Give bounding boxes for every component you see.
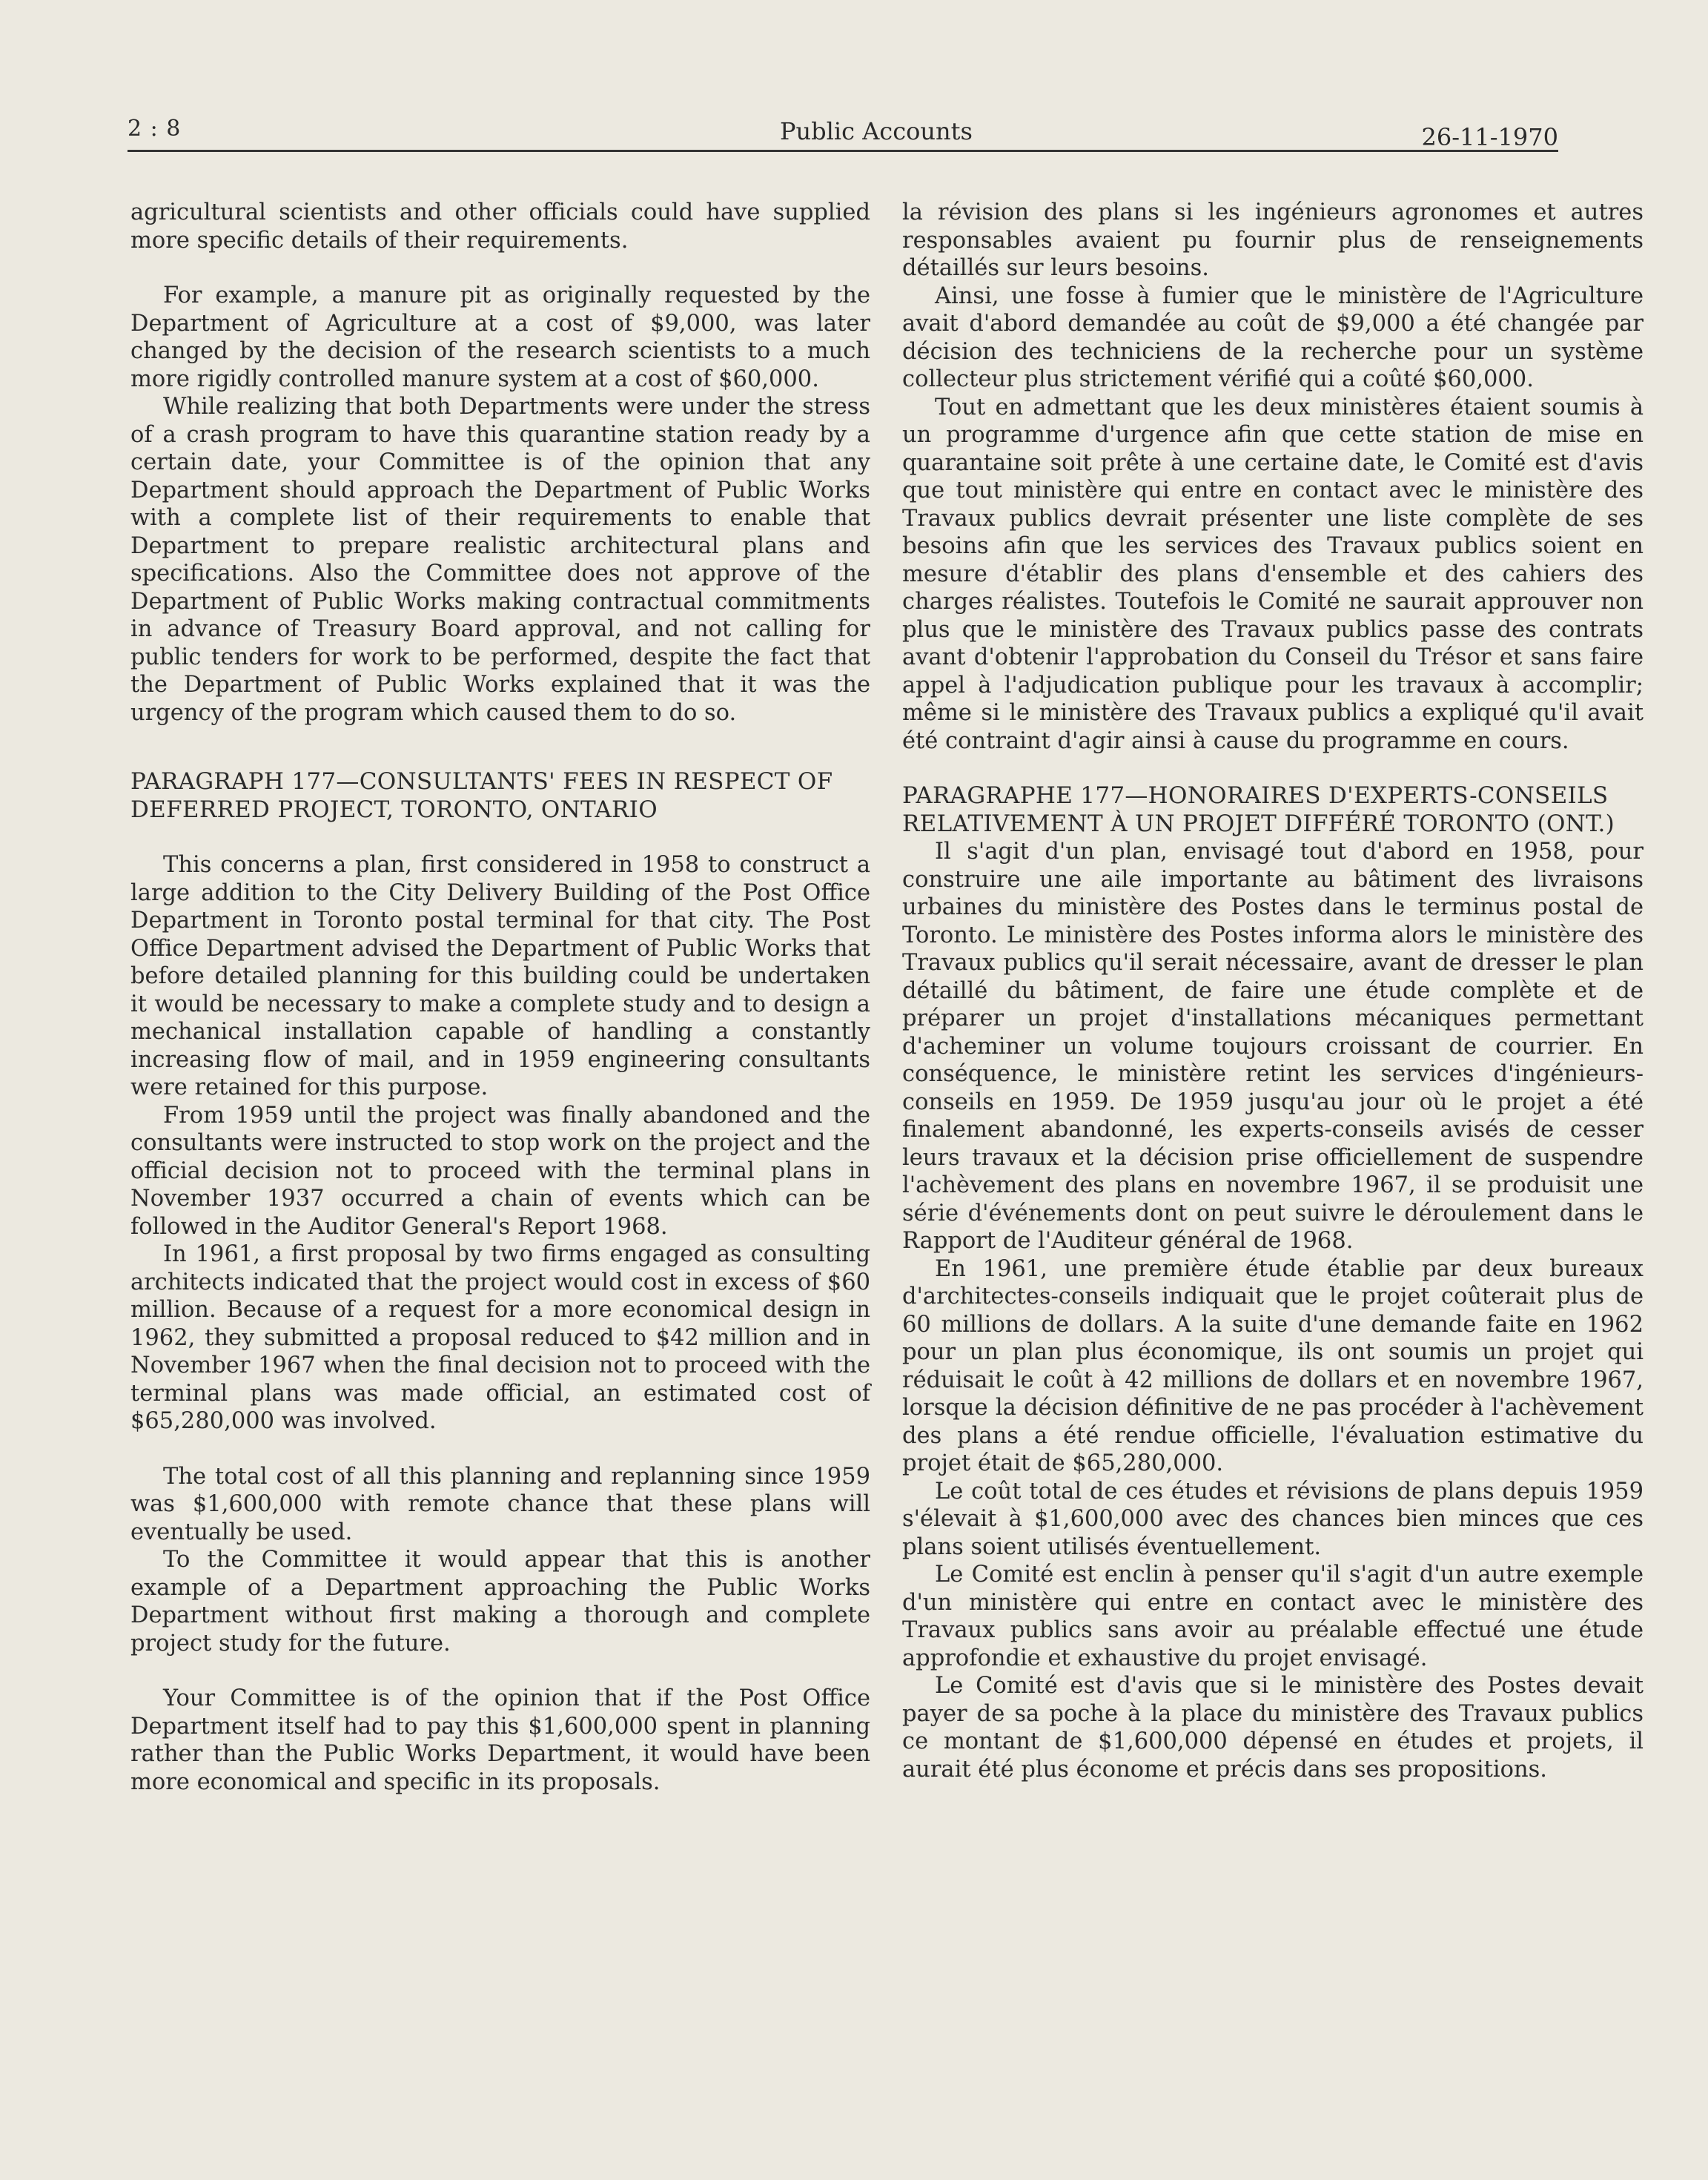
paragraph-concerns: This concerns a plan, first considered in 1958 to construct a large addition to the City Delivery Building of the Post Office Department in Toronto postal terminal for that city. The Post Office Department advised the Department of Public Works that before detailed planning for this building could be undertaken it would be necessary to make a complete study and to design a mechanical installation capable of handling a constantly increasing flow of mail, and in 1959 engineering consultants were retained for this purpose. bbox=[130, 852, 870, 1100]
running-title: Public Accounts bbox=[780, 117, 973, 145]
french-column bbox=[902, 199, 1644, 1783]
paragraph-committee: To the Committee it would appear that this is another example of a Department approaching the Public Works Department without first making a thorough and complete project study for the future. bbox=[130, 1547, 870, 1657]
paragraph-1961-fr: En 1961, une première étude établie par deux bureaux d'architectes-conseils indiquait que le projet coûterait plus de 60 millions de dollars. A la suite d'une demande faite en 1962 pour un plan plus économique, ils ont soumis un projet qui réduisait le coût à 42 millions de dollars et en novembre 1967, lorsque la décision définitive de ne pas procéder à l'achèvement des plans a été rendue officielle, l'évaluation estimative du projet était de $65,280,000. bbox=[902, 1255, 1644, 1476]
paragraph-cout-total: Le coût total de ces études et révisions de plans depuis 1959 s'élevait à $1,600,000 avec des chances bien minces que ces plans soient utilisés éventuellement. bbox=[902, 1478, 1644, 1560]
page-number: 2 : 8 bbox=[128, 116, 182, 142]
paragraph-manure: For example, a manure pit as originally requested by the Department of Agriculture at a cost of $9,000, was later changed by the decision of the research scientists to a much more rigidly controlled manure system at a cost of $60,000. bbox=[130, 283, 870, 392]
paragraph-il-sagit: Il s'agit d'un plan, envisagé tout d'abord en 1958, pour construire une aile importante au bâtiment des livraisons urbaines du ministère des Postes dans le terminus postal de Toronto. Le ministère des Postes informa alors le ministère des Travaux publics qu'il serait nécessaire, avant de dresser le plan détaillé du bâtiment, de faire une étude complète et de préparer un projet d'installations mécaniques permettant d'acheminer un volume toujours croissant de courrier. En conséquence, le ministère retint les services d'ingénieurs-conseils en 1959. De 1959 jusqu'au jour où le projet a été finalement abandonné, les experts-conseils avisés de cesser leurs travaux et la décision prise officiellement de suspendre l'achèvement des plans en novembre 1967, il se produisit une série d'événements dont on peut suivre le déroulement dans le Rapport de l'Auditeur général de 1968. bbox=[902, 839, 1644, 1254]
section-heading: PARAGRAPH 177—CONSULTANTS' FEES IN RESPECT OF DEFERRED PROJECT, TORONTO, ONTARIO bbox=[130, 768, 833, 823]
paragraph-ainsi: Ainsi, une fosse à fumier que le ministère de l'Agriculture avait d'abord demandée au coût de $9,000 a été changée par décision des techniciens de la recherche pour un système collecteur plus strictement vérifié qui a coûté $60,000. bbox=[902, 283, 1644, 392]
paragraph-from-1959: From 1959 until the project was finally abandoned and the consultants were instructed to stop work on the project and the official decision not to proceed with the terminal plans in November 1937 occurred a chain of events which can be followed in the Auditor General's Report 1968. bbox=[130, 1102, 870, 1240]
paragraph-opinion: Your Committee is of the opinion that if the Post Office Department itself had to pay this $1,600,000 spent in planning rather than the Public Works Department, it would have been more economical and specific in its proposals. bbox=[130, 1685, 870, 1795]
page-header bbox=[128, 111, 1558, 152]
paragraph-1961: In 1961, a first proposal by two firms engaged as consulting architects indicated that the project would cost in excess of $60 million. Because of a request for a more economical design in 1962, they submitted a proposal reduced to $42 million and in November 1967 when the final decision not to proceed with the terminal plans was made official, an estimated cost of $65,280,000 was involved. bbox=[130, 1241, 870, 1434]
paragraph-while: While realizing that both Departments were under the stress of a crash program to have this quarantine station ready by a certain date, your Committee is of the opinion that any Department should approach the Department of Public Works with a complete list of their requirements to enable that Department to prepare realistic architectural plans and specifications. Also the Committee does not approve of the Department of Public Works making contractual commitments in advance of Treasury Board approval, and not calling for public tenders for work to be performed, despite the fact that the Department of Public Works explained that it was the urgency of the program which caused them to do so. bbox=[130, 394, 870, 726]
english-column bbox=[130, 199, 870, 1796]
paragraph-intro: agricultural scientists and other officials could have supplied more specific details of their requirements. bbox=[130, 199, 870, 254]
section-heading-fr: PARAGRAPHE 177—HONORAIRES D'EXPERTS-CONSEILS RELATIVEMENT À UN PROJET DIFFÉRÉ TORONTO (ONT.) bbox=[902, 782, 1615, 837]
paragraph-avis: Le Comité est d'avis que si le ministère des Postes devait payer de sa poche à la place du ministère des Travaux publics ce montant de $1,600,000 dépensé en études et projets, il aurait été plus économe et précis dans ses propositions. bbox=[902, 1673, 1644, 1783]
paragraph-total-cost: The total cost of all this planning and replanning since 1959 was $1,600,000 with remote chance that these plans will eventually be used. bbox=[130, 1463, 870, 1545]
header-date: 26-11-1970 bbox=[1421, 123, 1558, 151]
paragraph-intro-fr: la révision des plans si les ingénieurs agronomes et autres responsables avaient pu fournir plus de renseignements détaillés sur leurs besoins. bbox=[902, 199, 1644, 281]
paragraph-tout: Tout en admettant que les deux ministères étaient soumis à un programme d'urgence afin que cette station de mise en quarantaine soit prête à une certaine date, le Comité est d'avis que tout ministère qui entre en contact avec le ministère des Travaux publics devrait présenter une liste complète de ses besoins afin que les services des Travaux publics soient en mesure d'établir des plans d'ensemble et des cahiers des charges réalistes. Toutefois le Comité ne saurait approuver non plus que le ministère des Travaux publics passe des contrats avant d'obtenir l'approbation du Conseil du Trésor et sans faire appel à l'adjudication publique pour les travaux à accomplir; même si le ministère des Travaux publics a expliqué qu'il avait été contraint d'agir ainsi à cause du programme en cours. bbox=[902, 394, 1644, 754]
paragraph-enclin: Le Comité est enclin à penser qu'il s'agit d'un autre exemple d'un ministère qui entre en contact avec le ministère des Travaux publics sans avoir au préalable effectué une étude approfondie et exhaustive du projet envisagé. bbox=[902, 1562, 1644, 1671]
